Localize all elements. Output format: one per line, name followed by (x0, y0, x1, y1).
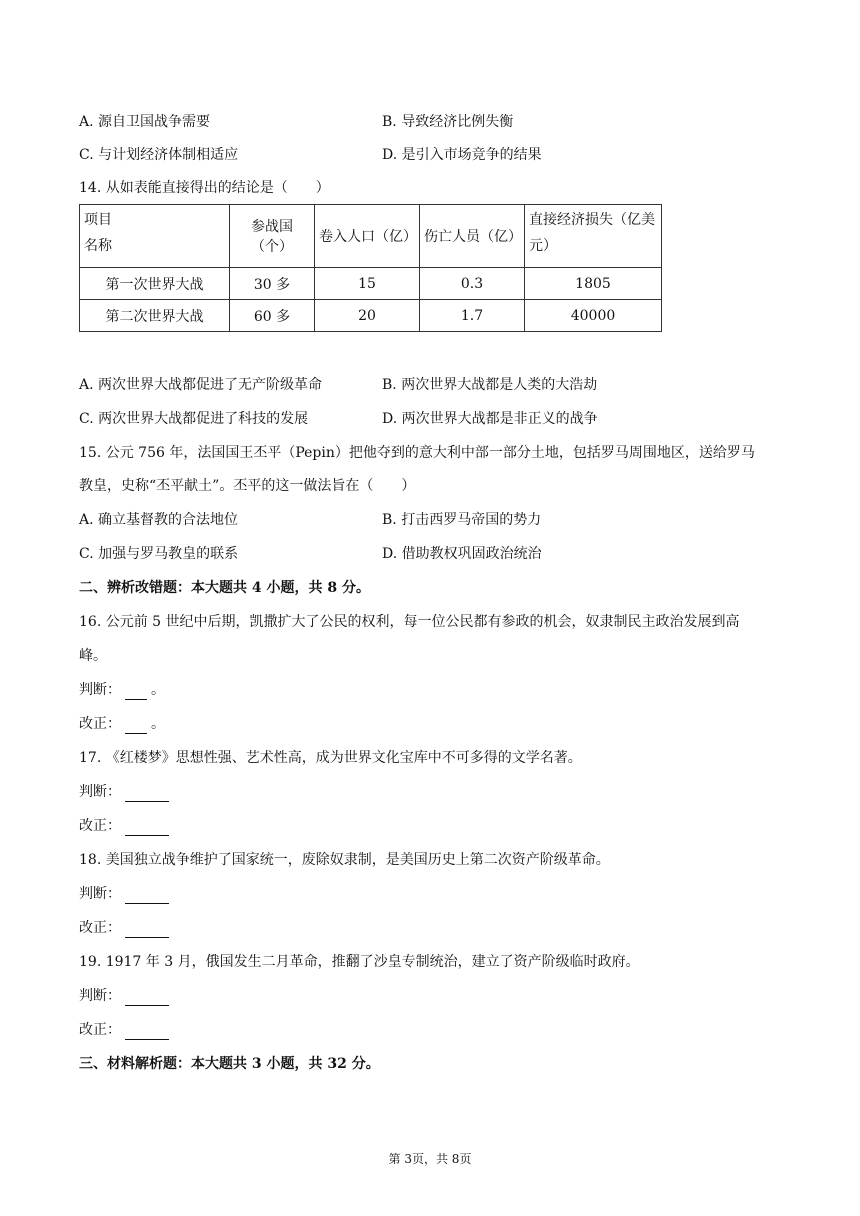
section-2-heading: 二、辨析改错题：本大题共 4 小题，共 8 分。 (79, 580, 370, 596)
q15-stem-line1: 15. 公元 756 年，法国国王丕平（Pepin）把他夺到的意大利中部一部分土地，包括罗马周围地区，送给罗马 (79, 445, 755, 461)
q13-option-c: C. 与计划经济体制相适应 (79, 147, 239, 163)
row-name: 第二次世界大战 (80, 300, 230, 332)
correct-label: 改正： (79, 716, 121, 732)
judge-label: 判断： (79, 682, 121, 698)
row-countries: 30 多 (230, 268, 315, 300)
q14-option-b: B. 两次世界大战都是人类的大浩劫 (382, 377, 598, 393)
q18-stem: 18. 美国独立战争维护了国家统一，废除奴隶制，是美国历史上第二次资产阶级革命。 (79, 852, 610, 868)
q16-judge: 判断： 。 (79, 682, 165, 698)
answer-blank[interactable] (125, 991, 169, 1006)
q14-stem: 14. 从如表能直接得出的结论是（ ） (79, 180, 330, 196)
page-footer: 第 3页，共 8页 (388, 1152, 472, 1166)
row-casualties: 0.3 (420, 268, 525, 300)
correct-label: 改正： (79, 920, 121, 936)
q19-correct (79, 1020, 173, 1040)
q15-option-d: D. 借助教权巩固政治统治 (382, 546, 542, 562)
q16-correct: 改正： 。 (79, 716, 165, 732)
table-row (80, 268, 662, 300)
correct-label: 改正： (79, 818, 121, 834)
header-countries: 参战国（个） (230, 205, 315, 268)
q15-option-a: A. 确立基督教的合法地位 (79, 512, 239, 528)
table-header-row (80, 205, 662, 268)
q16-line2: 峰。 (79, 648, 107, 664)
q13-option-b: B. 导致经济比例失衡 (382, 114, 514, 130)
table-row (80, 300, 662, 332)
answer-blank[interactable] (125, 719, 147, 734)
q17-stem: 17. 《红楼梦》思想性强、艺术性高，成为世界文化宝库中不可多得的文学名著。 (79, 750, 582, 766)
answer-blank[interactable] (125, 923, 169, 938)
q18-correct (79, 918, 173, 938)
judge-label: 判断： (79, 784, 121, 800)
judge-label: 判断： (79, 886, 121, 902)
q15-option-b: B. 打击西罗马帝国的势力 (382, 512, 542, 528)
row-casualties: 1.7 (420, 300, 525, 332)
header-item-name: 项目 名称 (80, 205, 230, 268)
row-countries: 60 多 (230, 300, 315, 332)
section-3-heading: 三、材料解析题：本大题共 3 小题，共 32 分。 (79, 1056, 380, 1072)
row-population: 15 (315, 268, 420, 300)
q14-option-d: D. 两次世界大战都是非正义的战争 (382, 411, 598, 427)
answer-blank[interactable] (125, 685, 147, 700)
q16-line1: 16. 公元前 5 世纪中后期，凯撒扩大了公民的权利，每一位公民都有参政的机会，奴隶制民主政治发展到高 (79, 614, 740, 630)
q17-correct (79, 816, 173, 836)
q19-judge (79, 986, 173, 1006)
row-loss: 40000 (525, 300, 662, 332)
answer-blank[interactable] (125, 787, 169, 802)
q13-option-a: A. 源自卫国战争需要 (79, 114, 211, 130)
header-casualties: 伤亡人员（亿） (420, 205, 525, 268)
answer-blank[interactable] (125, 1025, 169, 1040)
q14-option-c: C. 两次世界大战都促进了科技的发展 (79, 411, 309, 427)
q14-option-a: A. 两次世界大战都促进了无产阶级革命 (79, 377, 323, 393)
q17-judge (79, 782, 173, 802)
answer-blank[interactable] (125, 889, 169, 904)
q19-stem: 19. 1917 年 3 月，俄国发生二月革命，推翻了沙皇专制统治，建立了资产阶级临时政府。 (79, 954, 640, 970)
row-loss: 1805 (525, 268, 662, 300)
row-population: 20 (315, 300, 420, 332)
correct-label: 改正： (79, 1022, 121, 1038)
header-population: 卷入人口（亿） (315, 205, 420, 268)
header-economic-loss: 直接经济损失（亿美 元） (525, 205, 662, 268)
judge-label: 判断： (79, 988, 121, 1004)
row-name: 第一次世界大战 (80, 268, 230, 300)
q15-stem-line2: 教皇，史称“丕平献土”。丕平的这一做法旨在（ ） (79, 478, 416, 494)
q13-option-d: D. 是引入市场竞争的结果 (382, 147, 542, 163)
answer-blank[interactable] (125, 821, 169, 836)
q15-option-c: C. 加强与罗马教皇的联系 (79, 546, 239, 562)
war-comparison-table (79, 204, 662, 332)
q18-judge (79, 884, 173, 904)
